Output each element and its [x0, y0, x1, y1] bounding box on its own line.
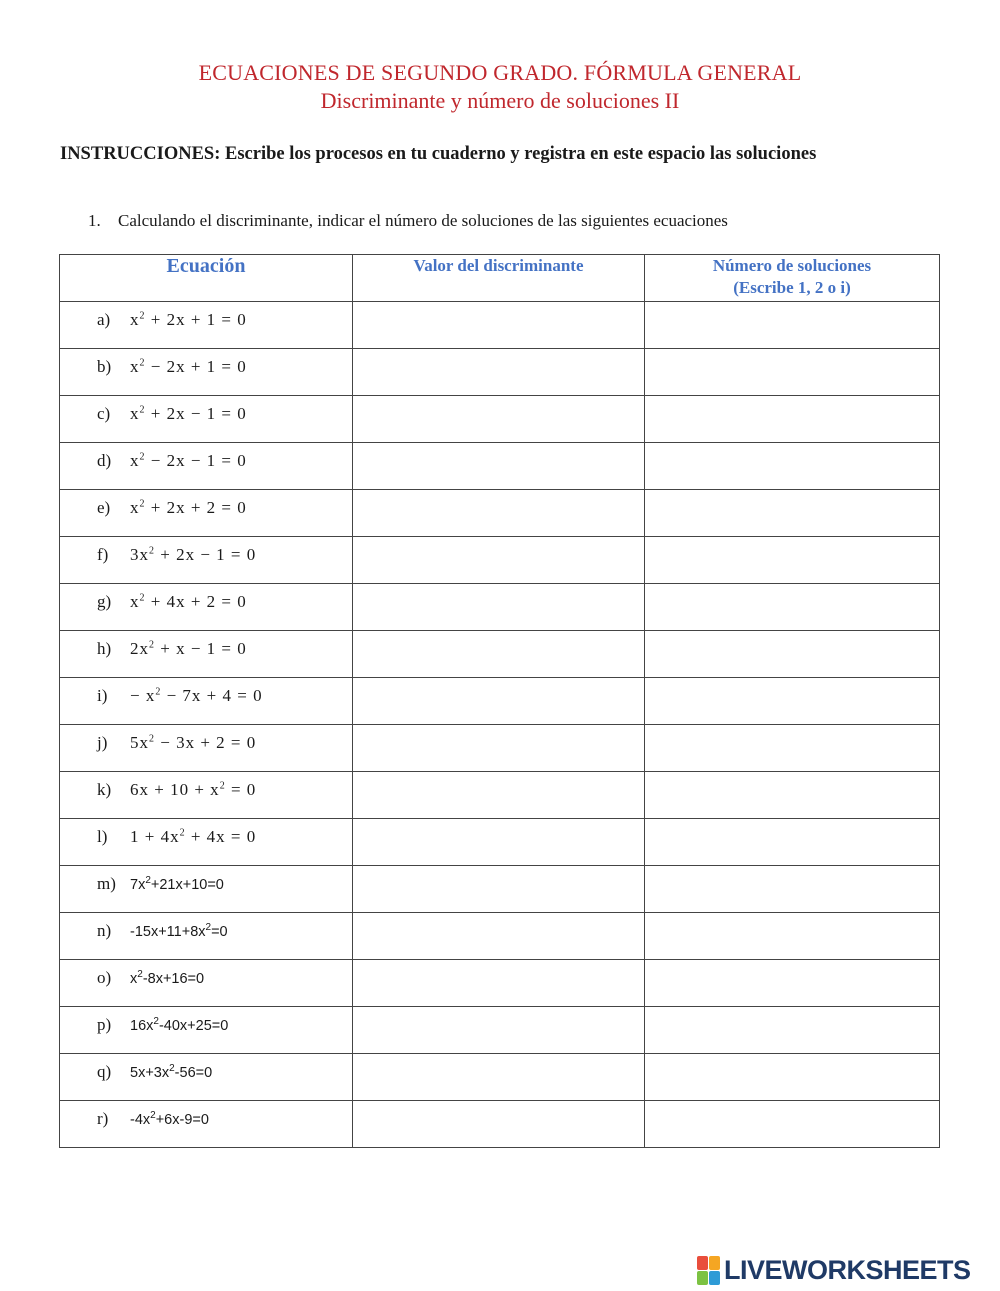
equation-expression — [130, 545, 256, 564]
equation-expression — [130, 639, 247, 658]
logo-tile-blue — [709, 1271, 720, 1285]
discriminant-answer-cell[interactable] — [353, 490, 645, 537]
table-header-row — [60, 255, 940, 302]
equation-post: +21x+10=0 — [150, 877, 224, 893]
logo-text: LIVEWORKSHEETS — [724, 1254, 971, 1285]
equation-exponent: 2 — [139, 498, 146, 510]
equation — [60, 772, 352, 800]
equation-pre: 3x — [130, 545, 149, 564]
table-row — [60, 631, 940, 678]
equation-post: − 7x + 4 = 0 — [161, 686, 263, 705]
equation — [60, 302, 352, 330]
table-row — [60, 396, 940, 443]
equation-cell — [60, 772, 353, 819]
discriminant-answer-cell[interactable] — [353, 1054, 645, 1101]
equation-pre: x — [130, 310, 140, 329]
equation-pre: 2x — [130, 639, 149, 658]
liveworksheets-logo — [697, 1255, 971, 1285]
equation-pre: x — [130, 357, 140, 376]
equation-cell — [60, 960, 353, 1007]
equation — [60, 349, 352, 377]
equation-pre: 7x — [130, 877, 146, 893]
equation — [60, 631, 352, 659]
equation-exponent: 2 — [139, 592, 146, 604]
equation-label: k) — [97, 780, 112, 799]
table-row — [60, 1101, 940, 1148]
solutions-answer-cell[interactable] — [645, 443, 940, 490]
discriminant-answer-cell[interactable] — [353, 772, 645, 819]
equation-exponent: 2 — [137, 969, 143, 981]
equation-post: + 2x − 1 = 0 — [155, 545, 257, 564]
logo-tile-green — [697, 1271, 708, 1285]
equation-expression — [130, 780, 256, 799]
equation-pre: x — [130, 404, 140, 423]
equation-post: =0 — [211, 924, 228, 940]
equation-post: +6x-9=0 — [155, 1112, 209, 1128]
equation-label: j) — [97, 733, 108, 752]
discriminant-answer-cell[interactable] — [353, 960, 645, 1007]
equation-exponent: 2 — [153, 1016, 159, 1028]
equation-cell — [60, 443, 353, 490]
solutions-answer-cell[interactable] — [645, 866, 940, 913]
equation-expression — [130, 357, 247, 376]
equation-cell — [60, 725, 353, 772]
equation-expression — [130, 1018, 228, 1034]
equation-expression — [130, 310, 247, 329]
table-row — [60, 772, 940, 819]
equation-pre: 5x — [130, 733, 149, 752]
discriminant-answer-cell[interactable] — [353, 584, 645, 631]
table-row — [60, 1007, 940, 1054]
equation-post: + 2x − 1 = 0 — [145, 404, 247, 423]
equation-post: -8x+16=0 — [142, 971, 205, 987]
equation-pre: − x — [130, 686, 156, 705]
equation-label: l) — [97, 827, 108, 846]
equation — [60, 584, 352, 612]
equation-exponent: 2 — [149, 639, 155, 651]
logo-tile-red — [697, 1256, 708, 1270]
question-1 — [88, 211, 728, 231]
equation-exponent: 2 — [149, 733, 155, 745]
equation — [60, 396, 352, 424]
equation-cell — [60, 302, 353, 349]
equation-post: − 2x + 1 = 0 — [145, 357, 247, 376]
equation-label: h) — [97, 639, 112, 658]
equation-exponent: 2 — [179, 827, 186, 839]
solutions-answer-cell[interactable] — [645, 631, 940, 678]
equation-label: q) — [97, 1062, 112, 1081]
equation-post: + 2x + 2 = 0 — [145, 498, 247, 517]
discriminant-answer-cell[interactable] — [353, 396, 645, 443]
equation-cell — [60, 1007, 353, 1054]
equation-expression — [130, 827, 256, 846]
equation-cell — [60, 631, 353, 678]
equation-label: r) — [97, 1109, 109, 1128]
solutions-answer-cell[interactable] — [645, 302, 940, 349]
equation — [60, 913, 352, 941]
discriminant-answer-cell[interactable] — [353, 1007, 645, 1054]
equation-expression — [130, 686, 263, 705]
solutions-answer-cell[interactable] — [645, 1101, 940, 1148]
equation-expression — [130, 451, 247, 470]
equation-pre: x — [130, 592, 140, 611]
discriminant-answer-cell[interactable] — [353, 349, 645, 396]
table-row — [60, 819, 940, 866]
equation-label: i) — [97, 686, 108, 705]
equation-expression — [130, 971, 204, 987]
table-row — [60, 537, 940, 584]
header-discriminant: Valor del discriminante — [353, 255, 645, 302]
equation — [60, 1007, 352, 1035]
equation-exponent: 2 — [145, 875, 151, 887]
equation-post: -40x+25=0 — [158, 1018, 229, 1034]
equation-cell — [60, 349, 353, 396]
question-number: 1. — [88, 211, 101, 230]
equation-cell — [60, 866, 353, 913]
equation-label: g) — [97, 592, 112, 611]
equation-expression — [130, 592, 247, 611]
equation-pre: 16x — [130, 1018, 154, 1034]
equation — [60, 443, 352, 471]
table-row — [60, 349, 940, 396]
equation — [60, 678, 352, 706]
page-title: ECUACIONES DE SEGUNDO GRADO. FÓRMULA GENERAL — [198, 60, 802, 85]
question-text: Calculando el discriminante, indicar el número de soluciones de las siguientes ecuaciones — [118, 211, 728, 230]
solutions-answer-cell[interactable] — [645, 678, 940, 725]
equation-post: − 2x − 1 = 0 — [145, 451, 247, 470]
equation-post: + 2x + 1 = 0 — [145, 310, 247, 329]
discriminant-answer-cell[interactable] — [353, 302, 645, 349]
equation-post: + x − 1 = 0 — [155, 639, 247, 658]
discriminant-answer-cell[interactable] — [353, 443, 645, 490]
equation-exponent: 2 — [139, 357, 146, 369]
equation-expression — [130, 733, 256, 752]
equation-pre: x — [130, 498, 140, 517]
discriminant-answer-cell[interactable] — [353, 819, 645, 866]
table-row — [60, 866, 940, 913]
solutions-answer-cell[interactable] — [645, 584, 940, 631]
equation-exponent: 2 — [150, 1110, 156, 1122]
equation-expression — [130, 924, 228, 940]
header-solutions-line2: (Escribe 1, 2 o i) — [733, 278, 851, 297]
equation — [60, 866, 352, 894]
equation-cell — [60, 537, 353, 584]
equation-exponent: 2 — [155, 686, 162, 698]
table-row — [60, 302, 940, 349]
equation-cell — [60, 678, 353, 725]
discriminant-answer-cell[interactable] — [353, 1101, 645, 1148]
equation-exponent: 2 — [149, 545, 155, 557]
table-row — [60, 725, 940, 772]
table-row — [60, 584, 940, 631]
solutions-answer-cell[interactable] — [645, 819, 940, 866]
equation-cell — [60, 913, 353, 960]
equation-cell — [60, 1101, 353, 1148]
equation-label: n) — [97, 921, 112, 940]
equation-exponent: 2 — [139, 404, 146, 416]
equation-expression — [130, 877, 224, 893]
equation — [60, 725, 352, 753]
equation-cell — [60, 1054, 353, 1101]
equation-pre: x — [130, 971, 138, 987]
equation-label: f) — [97, 545, 109, 564]
solutions-answer-cell[interactable] — [645, 1007, 940, 1054]
equations-table — [59, 254, 940, 1148]
equation — [60, 1101, 352, 1129]
equation-exponent: 2 — [169, 1063, 175, 1075]
discriminant-answer-cell[interactable] — [353, 913, 645, 960]
table-row — [60, 1054, 940, 1101]
equation-label: d) — [97, 451, 112, 470]
equation — [60, 490, 352, 518]
equation-exponent: 2 — [219, 780, 226, 792]
equation — [60, 1054, 352, 1082]
equation-pre: -15x+11+8x — [130, 924, 206, 940]
equation-exponent: 2 — [139, 451, 146, 463]
equation-exponent: 2 — [139, 310, 146, 322]
solutions-answer-cell[interactable] — [645, 490, 940, 537]
equation — [60, 960, 352, 988]
equation-pre: 5x+3x — [130, 1065, 170, 1081]
discriminant-answer-cell[interactable] — [353, 631, 645, 678]
instructions: INSTRUCCIONES: Escribe los procesos en tu cuaderno y registra en este espacio las soluciones — [60, 144, 817, 164]
solutions-answer-cell[interactable] — [645, 772, 940, 819]
solutions-answer-cell[interactable] — [645, 725, 940, 772]
equation-cell — [60, 584, 353, 631]
discriminant-answer-cell[interactable] — [353, 678, 645, 725]
equation-cell — [60, 819, 353, 866]
equation-post: = 0 — [225, 780, 257, 799]
solutions-answer-cell[interactable] — [645, 396, 940, 443]
equation-label: c) — [97, 404, 111, 423]
equation-label: o) — [97, 968, 112, 987]
equation-pre: 6x + 10 + x — [130, 780, 220, 799]
equation — [60, 819, 352, 847]
solutions-answer-cell[interactable] — [645, 960, 940, 1007]
equation-cell — [60, 396, 353, 443]
table-row — [60, 443, 940, 490]
solutions-answer-cell[interactable] — [645, 349, 940, 396]
discriminant-answer-cell[interactable] — [353, 866, 645, 913]
equation — [60, 537, 352, 565]
equation-post: + 4x + 2 = 0 — [145, 592, 247, 611]
equation-post: -56=0 — [174, 1065, 213, 1081]
header-solutions-line1: Número de soluciones — [712, 256, 872, 275]
solutions-answer-cell[interactable] — [645, 1054, 940, 1101]
equation-expression — [130, 498, 247, 517]
equation-label: e) — [97, 498, 111, 517]
equation-post: − 3x + 2 = 0 — [155, 733, 257, 752]
equation-expression — [130, 1112, 209, 1128]
page-subtitle: Discriminante y número de soluciones II — [320, 88, 680, 113]
liveworksheets-logo-icon — [697, 1256, 720, 1285]
table-row — [60, 913, 940, 960]
discriminant-answer-cell[interactable] — [353, 537, 645, 584]
table-row — [60, 960, 940, 1007]
logo-tile-orange — [709, 1256, 720, 1270]
equation-label: b) — [97, 357, 112, 376]
solutions-answer-cell[interactable] — [645, 913, 940, 960]
table-row — [60, 490, 940, 537]
equation-pre: -4x — [130, 1112, 151, 1128]
equation-post: + 4x = 0 — [185, 827, 257, 846]
solutions-answer-cell[interactable] — [645, 537, 940, 584]
equation-cell — [60, 490, 353, 537]
header-solutions — [645, 255, 940, 302]
header-equation: Ecuación — [60, 255, 353, 302]
table-row — [60, 678, 940, 725]
equation-label: p) — [97, 1015, 112, 1034]
equation-label: a) — [97, 310, 111, 329]
discriminant-answer-cell[interactable] — [353, 725, 645, 772]
equation-pre: 1 + 4x — [130, 827, 180, 846]
equation-exponent: 2 — [205, 922, 212, 934]
equation-label: m) — [97, 874, 116, 893]
equation-expression — [130, 404, 247, 423]
equation-expression — [130, 1065, 212, 1081]
equation-pre: x — [130, 451, 140, 470]
